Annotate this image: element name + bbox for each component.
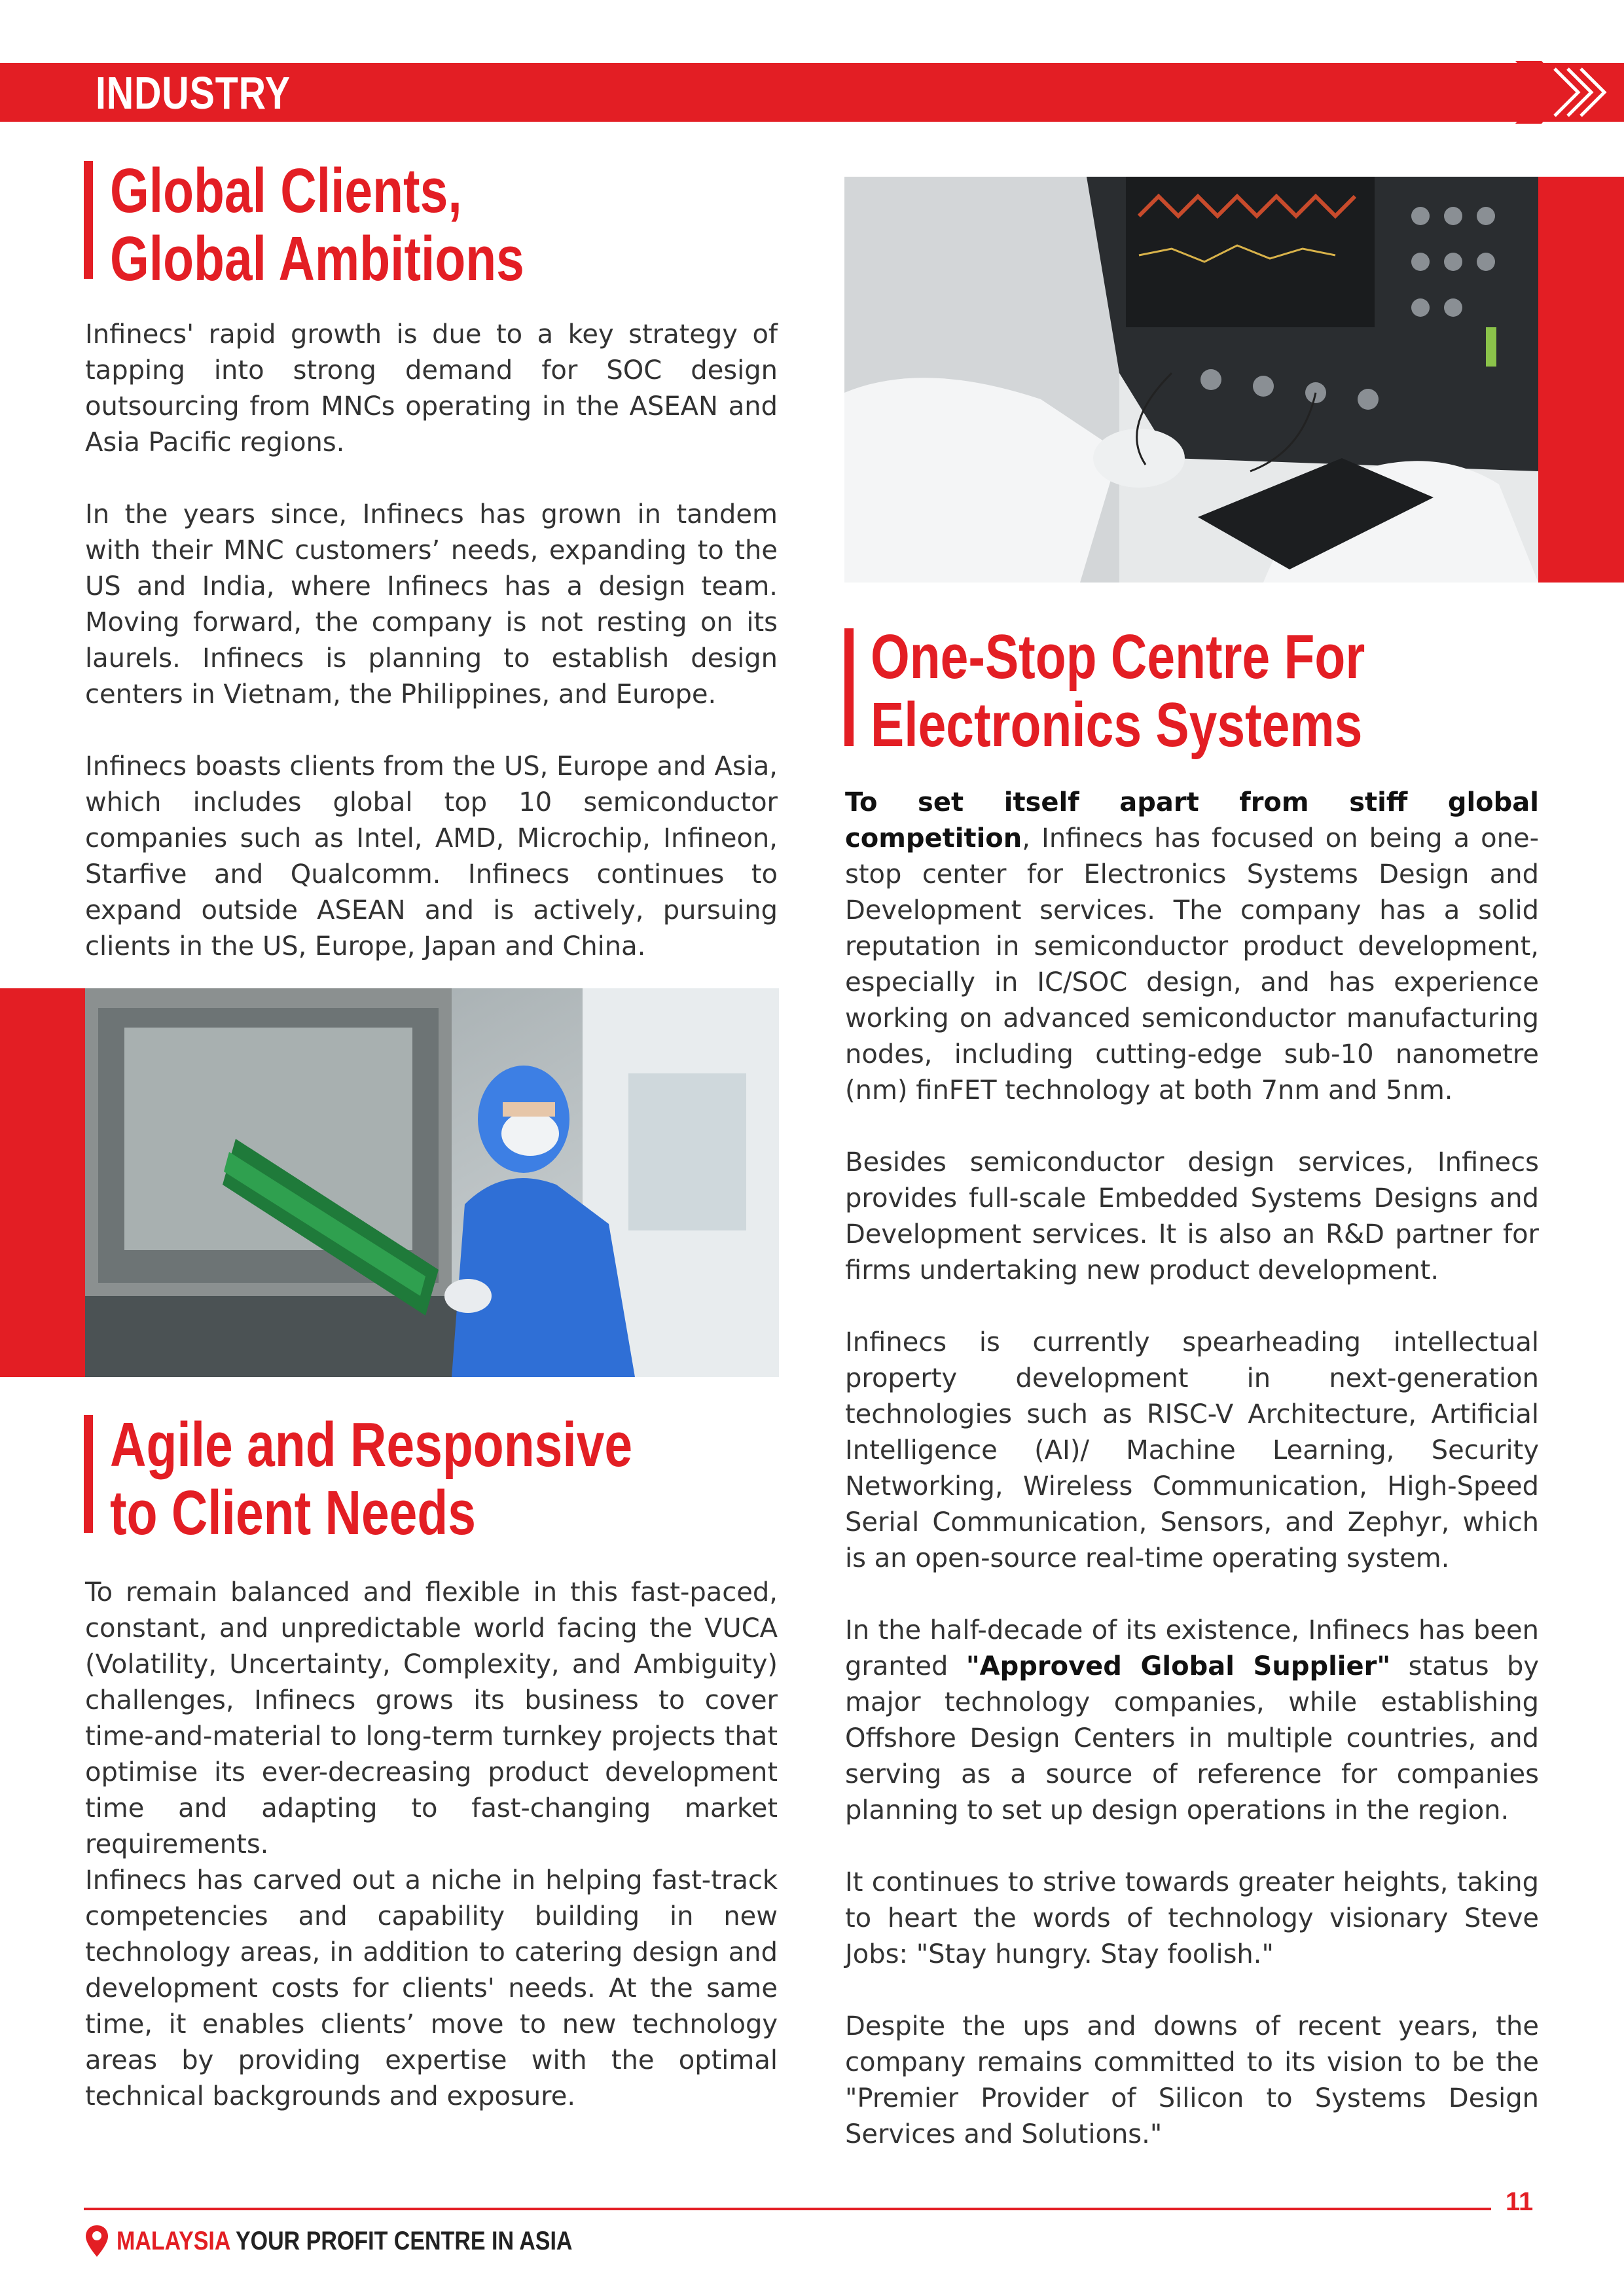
footer-brand-country: MALAYSIA <box>117 2227 230 2255</box>
footer-brand-tagline: YOUR PROFIT CENTRE IN ASIA <box>236 2227 573 2255</box>
page-number: 11 <box>1506 2187 1534 2216</box>
paragraph: In the half-decade of its existence, Infinecs has been granted "Approved Global Supplier" status by major technology companies, while establishing Offshore Design Centers in multiple countries, and serving as a source of reference for companies planning to set up design operations in the region. <box>845 1615 1540 1825</box>
paragraph: It continues to strive towards greater heights, taking to heart the words of technology visionary Steve Jobs: "Stay hungry. Stay foolish." <box>845 1867 1539 1969</box>
section-body <box>85 317 778 965</box>
paragraph: Infinecs' rapid growth is due to a key strategy of tapping into strong demand for SOC design outsourcing from MNCs operating in the ASEAN and Asia Pacific regions. <box>85 319 778 457</box>
heading-accent-bar <box>844 628 854 746</box>
paragraph: Besides semiconductor design services, Infinecs provides full-scale Embedded Systems Designs and Development services. It is also an R&D partner for firms undertaking new product development. <box>845 1147 1539 1285</box>
location-pin-icon <box>84 2224 110 2258</box>
paragraph: Infinecs boasts clients from the US, Europe and Asia, which includes global top 10 semiconductor companies such as Intel, AMD, Microchip, Infineon, Starfive and Qualcomm. Infinecs continues to expand outside ASEAN and is actively, pursuing clients in the US, Europe, Japan and China. <box>85 751 778 961</box>
heading-accent-bar <box>84 161 93 279</box>
paragraph: To remain balanced and flexible in this fast-paced, constant, and unpredictable world facing the VUCA (Volatility, Uncertainty, Complexity, and Ambiguity) challenges, Infinecs grows its business to cover time-and-material to long-term turnkey projects that optimise its ever-decreasing product development time and adapting to fast-changing market requirements. <box>85 1577 778 1859</box>
oscilloscope-photo <box>844 177 1538 583</box>
chevrons-icon <box>1515 61 1614 124</box>
paragraph: Despite the ups and downs of recent years, the company remains committed to its vision to be the "Premier Provider of Silicon to Systems Design Services and Solutions." <box>845 2011 1539 2149</box>
paragraph: Infinecs has carved out a niche in helping fast-track competencies and capability building in new technology areas, in addition to catering design and development costs for clients' needs. At the same time, it enables clients’ move to new technology areas by providing expertise with the optimal technical backgrounds and exposure. <box>85 1865 778 2111</box>
cleanroom-photo <box>85 988 779 1377</box>
heading-accent-bar <box>84 1415 93 1533</box>
paragraph: To set itself apart from stiff global competition, Infinecs has focused on being a one-stop center for Electronics Systems Design and Development services. The company has a solid reputation in semiconductor product development, especially in IC/SOC design, and has experience working on advanced semiconductor manufacturing nodes, including cutting-edge sub-10 nanometre (nm) finFET technology at both 7nm and 5nm. <box>845 787 1539 1105</box>
bold-lead: To set itself apart from stiff global competition <box>845 787 1539 853</box>
footer-rule <box>84 2208 1491 2210</box>
section-heading: One-Stop Centre For Electronics Systems <box>871 622 1365 760</box>
paragraph: In the years since, Infinecs has grown in tandem with their MNC customers’ needs, expanding to the US and India, where Infinecs has a design team. Moving forward, the company is not resting on its laurels. Infinecs is planning to establish design centers in Vietnam, the Philippines, and Europe. <box>85 499 778 709</box>
section-heading: Global Clients, Global Ambitions <box>110 156 524 294</box>
section-heading: Agile and Responsive to Client Needs <box>110 1410 633 1548</box>
section-label: INDUSTRY <box>96 67 291 118</box>
section-body <box>845 785 1539 2153</box>
photo-accent-block <box>1538 177 1624 583</box>
paragraph: Infinecs is currently spearheading intellectual property development in next-generation technologies such as RISC-V Architecture, Artificial Intelligence (AI)/ Machine Learning, Security Networking, Wireless Communication, High-Speed Serial Communication, Sensors, and Zephyr, which is an open-source real-time operating system. <box>845 1327 1539 1573</box>
footer-brand <box>117 2225 572 2257</box>
photo-accent-block <box>0 988 85 1377</box>
section-body <box>85 1575 778 2115</box>
bold-phrase: "Approved Global Supplier" <box>965 1651 1391 1681</box>
